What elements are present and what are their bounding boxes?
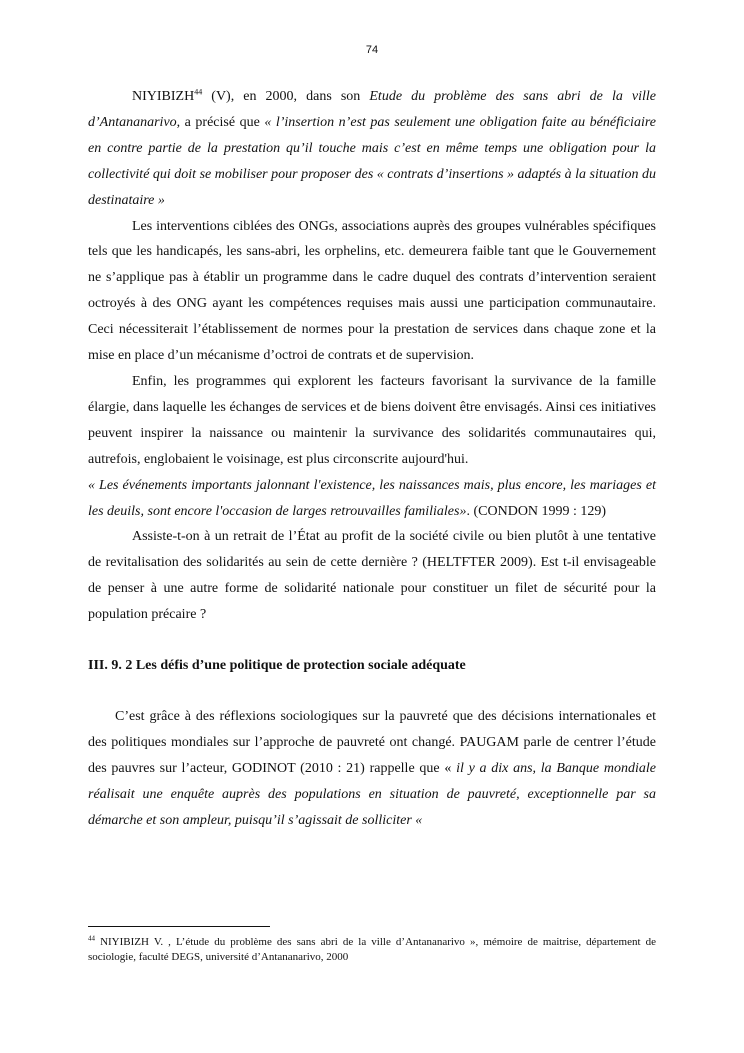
section-heading: III. 9. 2 Les défis d’une politique de protection sociale adéquate [88,658,466,674]
paragraph-niyibizh [88,84,656,214]
paragraph-text: , a précisé que [176,114,265,130]
paragraph-reflexions [88,704,656,834]
work-title: Etude du problème des sans abri de la ville d’Antananarivo [88,89,657,130]
paragraph-condon-quote [88,473,656,525]
citation: . (CONDON 1999 : 129) [466,503,607,519]
quotation: « l’insertion n’est pas seulement une obligation faite au bénéficiaire en contre partie de la prestation qu’il touche mais c’est en même temps une obligation pour la collectivité qui doit se mobiliser pour proposer des « contrats d’insertions » adaptés à la situation du destinataire » [88,114,657,208]
body-text [88,84,656,833]
author-name: NIYIBIZH [132,89,195,104]
footnote-text: NIYIBIZH V. , L’étude du problème des sans abri de la ville d’Antananarivo », mémoire de maitrise, département de sociologie, faculté DEGS, université d’Antananarivo, 2000 [88,936,656,963]
footnote-separator [88,926,270,927]
quotation: il y a dix ans, la Banque mondiale réalisait une enquête auprès des populations en situation de pauvreté, exceptionnelle par sa démarche et son ampleur, puisqu’il s’agissait de solliciter « [88,760,656,828]
paragraph-ongs: Les interventions ciblées des ONGs, associations auprès des groupes vulnérables spécifiques tels que les handicapés, les sans-abri, les orphelins, etc. demeurera faible tant que le Gouvernement ne s’applique pas à établir un programme dans le cadre duquel des contrats d’intervention seraient octroyés à des ONG ayant les compétences requises mais aussi une participation communautaire. Ceci nécessiterait l’établissement de normes pour la prestation de services dans chaque zone et la mise en place d’un mécanisme d’octroi de contrats et de supervision. [88,218,656,364]
page-number: 74 [365,44,379,56]
paragraph-famille-elargie: Enfin, les programmes qui explorent les facteurs favorisant la survivance de la famille élargie, dans laquelle les échanges de services et de biens doivent être envisagés. Ainsi ces initiatives peuvent inspirer la naissance ou maintenir la survivance des solidarités communautaires qui, autrefois, englobaient le voisinage, est plus circonscrite aujourd'hui. [88,373,656,467]
paragraph-retrait-etat: Assiste-t-on à un retrait de l’État au profit de la société civile ou bien plutôt à une tentative de revitalisation des solidarités au sein de cette dernière ? (HELTFTER 2009). Est t-il envisageable de penser à une autre forme de solidarité nationale pour constituer un filet de sécurité pour la population précaire ? [88,529,656,623]
quotation: « Les événements importants jalonnant l'existence, les naissances mais, plus encore, les mariages et les deuils, sont encore l'occasion de larges retrouvailles familiales» [88,477,656,519]
paragraph-text: (V), en 2000, dans son [202,89,370,104]
footnote-reference[interactable]: 44 [194,87,203,97]
footnote-marker: 44 [88,934,95,943]
paragraph-text: C’est grâce à des réflexions sociologiques sur la pauvreté que des décisions internationales et des politiques mondiales sur l’approche de pauvreté ont changé. PAUGAM parle de centrer l’étude des pauvres sur l’acteur, GODINOT (2010 : 21) rappelle que « [88,708,656,776]
footnote [88,935,656,965]
